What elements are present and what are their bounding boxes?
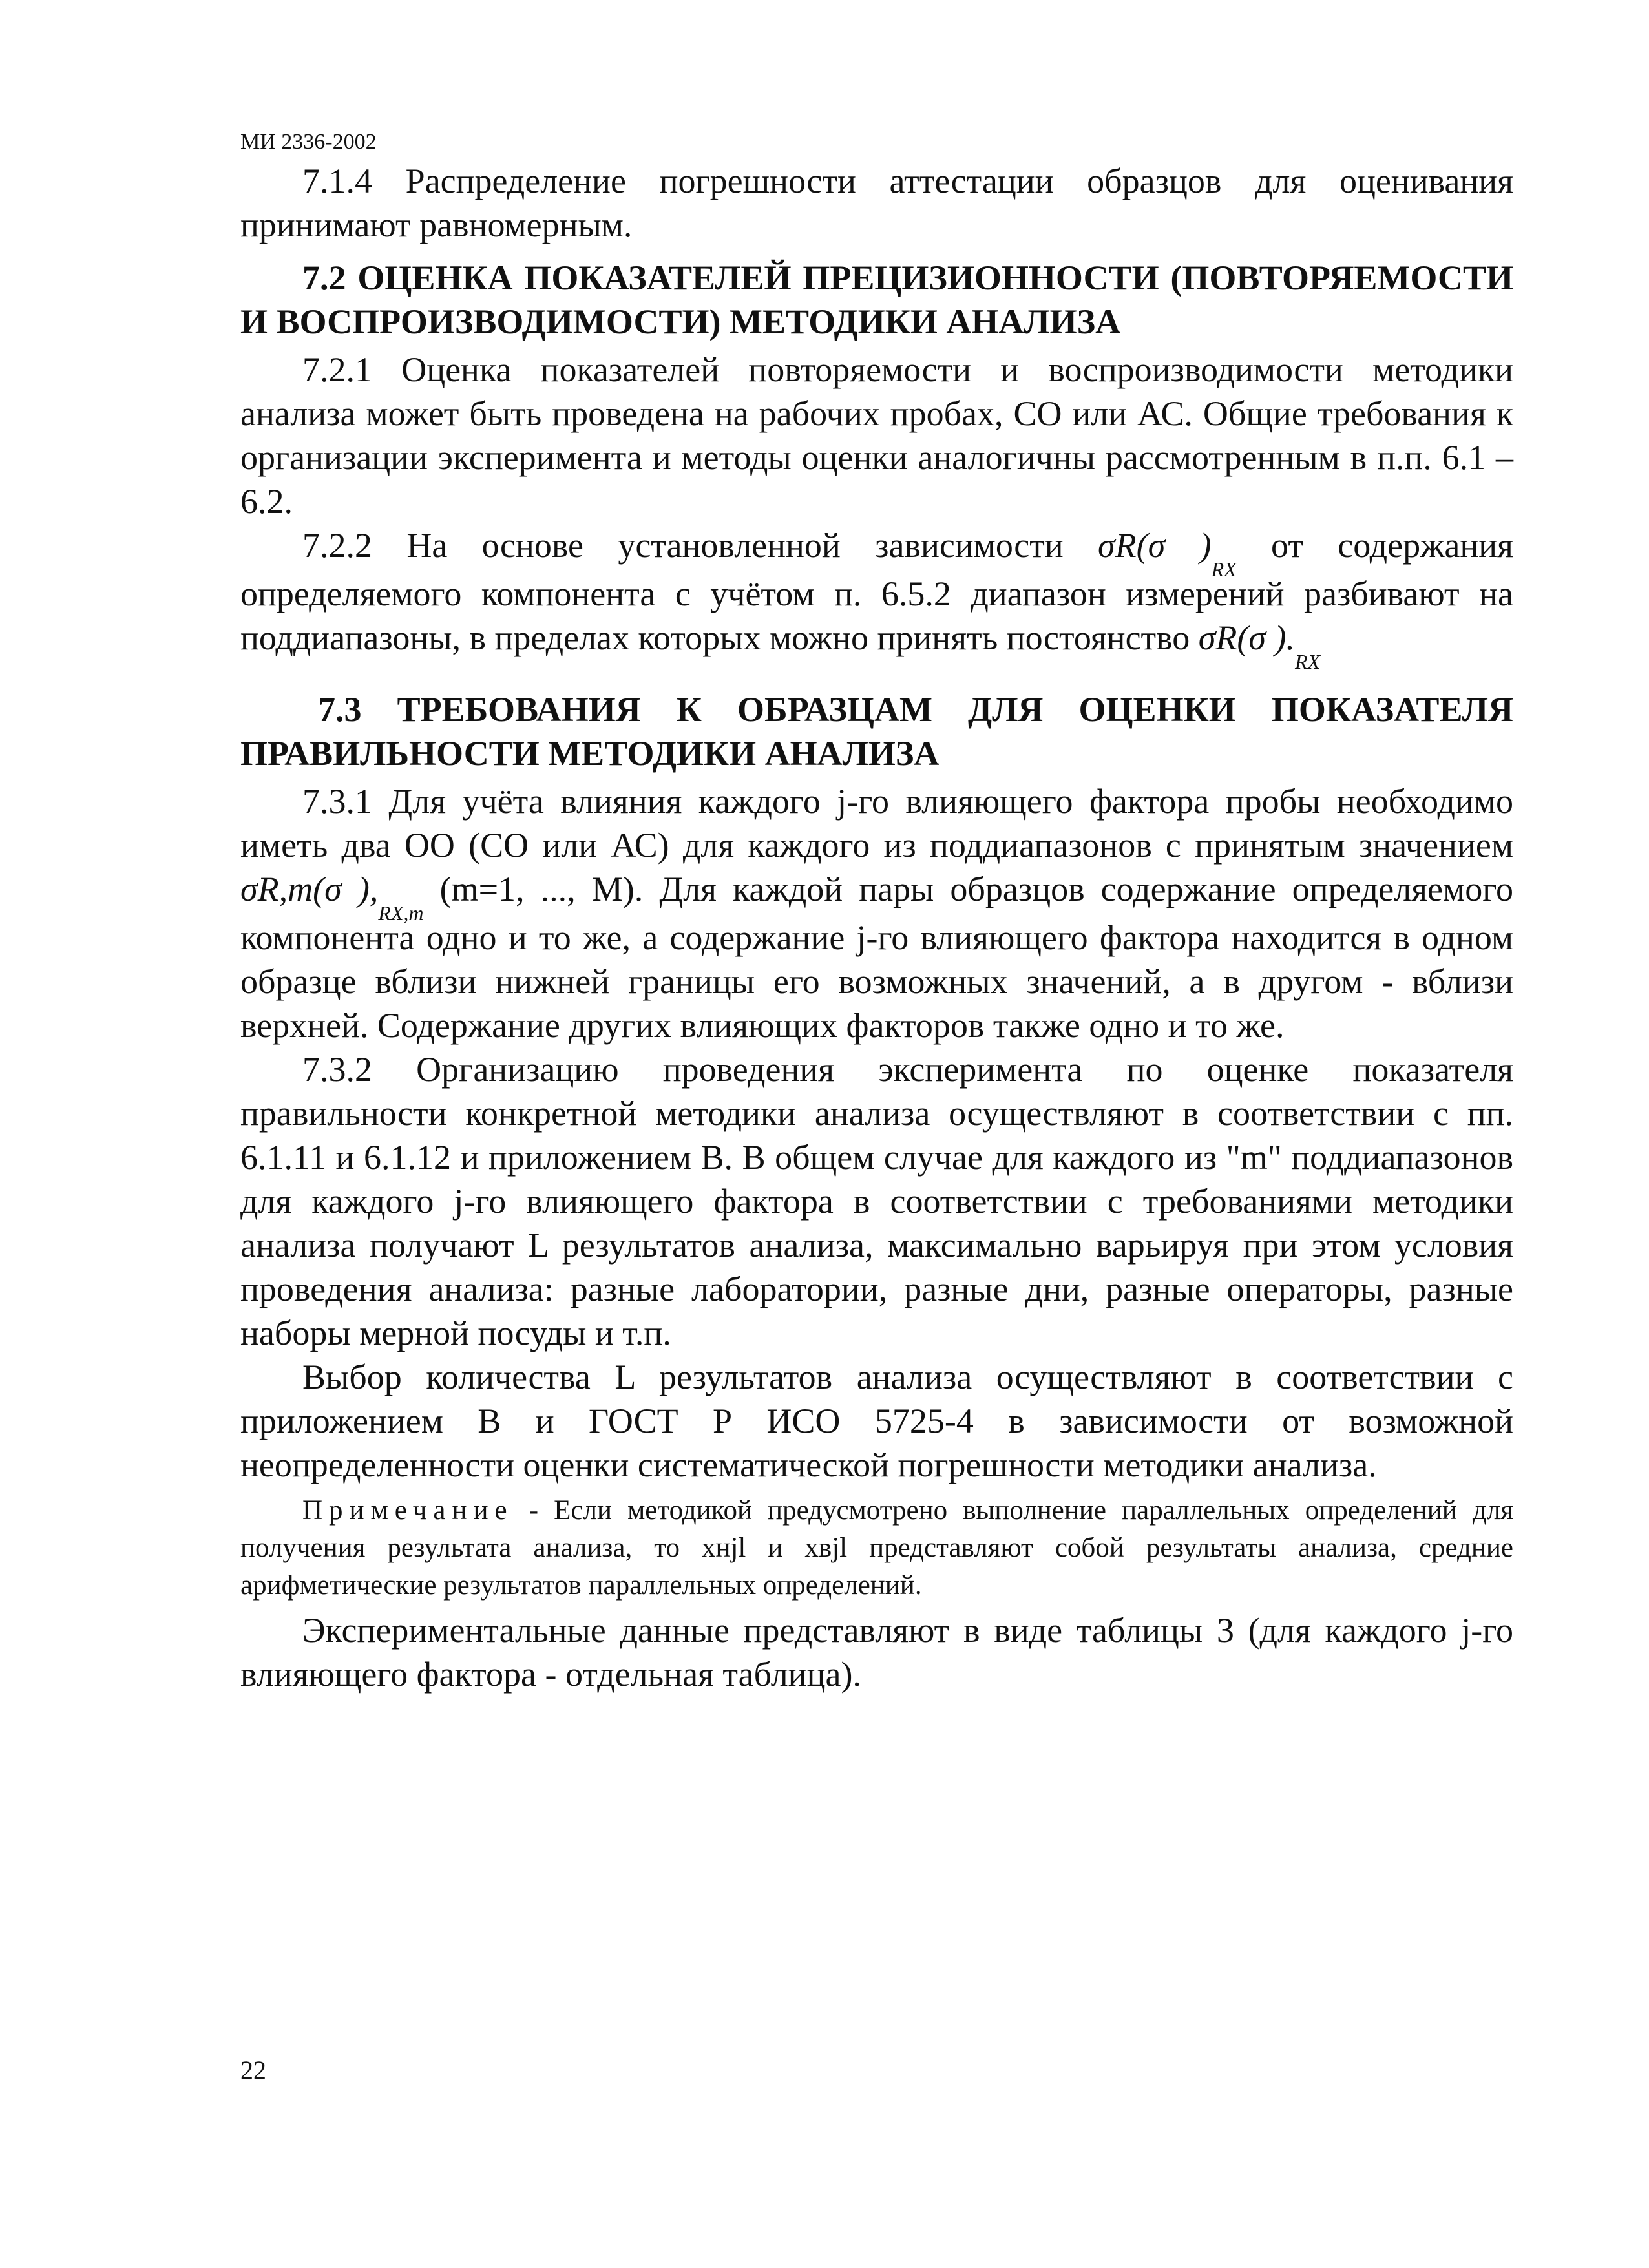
paragraph-7-2-1: 7.2.1 Оценка показателей повторяемости и воспроизводимости методики анализа может быть проведена на рабочих пробах, СО или АС. Общие требования к организации эксперимента и методы оценки аналогичны рассмотренным в п.п. 6.1 – 6.2. <box>240 350 1513 521</box>
note-label: Примечание <box>302 1495 514 1526</box>
sigma-r-formula: σR(σ )$_{RX}$ <box>1098 526 1237 581</box>
paragraph-7-2-2 <box>240 523 1514 673</box>
paragraph-7-2-2-part-b: от содержания определяемого компонента с учётом п. 6.5.2 диапазон измерений разбивают на поддиапазоны, в пределах которых можно принять постоянство <box>240 526 1514 657</box>
sigma-rm-formula: σR,m(σ )$,_{RX,m}$ <box>240 870 424 925</box>
paragraph-7-3-1 <box>240 779 1513 1047</box>
document-page <box>240 129 1513 1696</box>
paragraph-final: Экспериментальные данные представляют в виде таблицы 3 (для каждого j-го влияющего фактора - отдельная таблица). <box>240 1611 1513 1694</box>
sigma-r-formula-2: σR(σ )$._{RX}$ <box>1198 618 1321 673</box>
paragraph-choice-l: Выбор количества L результатов анализа осуществляют в соответствии с приложением В и ГОСТ Р ИСО 5725-4 в зависимости от возможной неопределенности оценки систематической погрешности методики анализа. <box>240 1358 1513 1484</box>
paragraph-7-3-2: 7.3.2 Организацию проведения эксперимента по оценке показателя правильности конкретной методики анализа осуществляют в соответствии с пп. 6.1.11 и 6.1.12 и приложением В. В общем случае для каждого из "m" поддиапазонов для каждого j-го влияющего фактора в соответствии с требованиями методики анализа получают L результатов анализа, максимально варьируя при этом условия проведения анализа: разные лаборатории, разные дни, разные операторы, разные наборы мерной посуды и т.п. <box>240 1050 1513 1352</box>
document-code: МИ 2336-2002 <box>240 130 377 154</box>
paragraph-7-3-1-part-b: (m=1, ..., M). Для каждой пары образцов содержание определяемого компонента одно и то же, а содержание j-го влияющего фактора находится в одном образце вблизи нижней границы его возможных значений, а в другом - вблизи верхней. Содержание других влияющих факторов также одно и то же. <box>240 870 1513 1045</box>
paragraph-7-1-4: 7.1.4 Распределение погрешности аттестации образцов для оценивания принимают равномерным. <box>240 162 1513 244</box>
section-heading-7-2: 7.2 ОЦЕНКА ПОКАЗАТЕЛЕЙ ПРЕЦИЗИОННОСТИ (ПОВТОРЯЕМОСТИ И ВОСПРОИЗВОДИМОСТИ) МЕТОДИКИ АНАЛИЗА <box>240 258 1513 341</box>
page-number: 22 <box>240 2055 266 2084</box>
section-heading-7-3: 7.3 ТРЕБОВАНИЯ К ОБРАЗЦАМ ДЛЯ ОЦЕНКИ ПОКАЗАТЕЛЯ ПРАВИЛЬНОСТИ МЕТОДИКИ АНАЛИЗА <box>240 690 1513 773</box>
note-text: - Если методикой предусмотрено выполнение параллельных определений для получения результата анализа, то xнjl и xвjl представляют собой результаты анализа, средние арифметические результатов параллельных определений. <box>240 1495 1514 1601</box>
paragraph-7-3-1-part-a: 7.3.1 Для учёта влияния каждого j-го влияющего фактора пробы необходимо иметь два ОО (СО или АС) для каждого из поддиапазонов с принятым значением <box>240 782 1513 865</box>
paragraph-7-2-2-part-a: 7.2.2 На основе установленной зависимости <box>302 526 1064 565</box>
note-paragraph <box>240 1492 1513 1604</box>
